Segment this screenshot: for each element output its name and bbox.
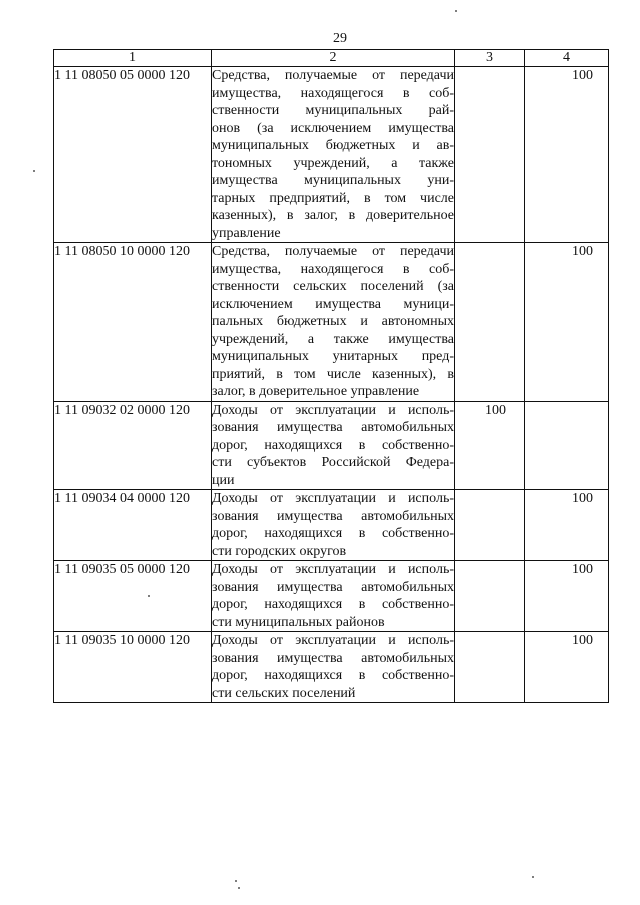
column-4-value-cell [525, 401, 609, 490]
description-line: Доходы от эксплуатации и исполь- [212, 633, 454, 648]
column-3-value: 100 [485, 402, 506, 418]
description-cell [212, 632, 455, 703]
description-cell [212, 401, 455, 490]
description-line: сти сельских поселений [212, 685, 356, 701]
column-4-value-cell [525, 632, 609, 703]
table-row [54, 243, 609, 402]
table-header-row [54, 50, 609, 67]
description-line: ственности сельских поселений (за [212, 279, 454, 294]
description-line: тарных предприятий, в том числе [212, 190, 454, 206]
description-line: зования имущества автомобильных [212, 508, 454, 524]
budget-code-cell: 1 11 09032 02 0000 120 [54, 401, 212, 490]
column-3-value-cell [455, 561, 525, 632]
description-line: ственности муниципальных рай- [212, 103, 454, 118]
description-cell [212, 561, 455, 632]
column-4-value-cell [525, 490, 609, 561]
budget-classification-table [53, 49, 609, 703]
column-4-value-cell [525, 67, 609, 243]
description-line: зования имущества автомобильных [212, 650, 454, 666]
description-line: приятий, в том числе казенных), в [212, 366, 454, 382]
description-line: муниципальных унитарных пред- [212, 349, 454, 364]
description-line: имущества, находящегося в соб- [212, 85, 454, 101]
description-line: пальных бюджетных и автономных [212, 314, 454, 329]
description-line: имущества, находящегося в соб- [212, 261, 454, 277]
column-3-value-cell [455, 67, 525, 243]
description-line: ции [212, 472, 235, 488]
description-line: имущества муниципальных уни- [212, 173, 454, 188]
budget-code-cell: 1 11 08050 10 0000 120 [54, 243, 212, 402]
budget-code-cell: 1 11 09035 10 0000 120 [54, 632, 212, 703]
description-line: муниципальных бюджетных и ав- [212, 138, 454, 153]
column-3-value-cell [455, 243, 525, 402]
budget-code-cell: 1 11 09035 05 0000 120 [54, 561, 212, 632]
description-line: учреждений, а также имущества [212, 331, 454, 347]
description-cell [212, 490, 455, 561]
description-line: зования имущества автомобильных [212, 420, 454, 435]
column-3-value-cell [455, 632, 525, 703]
table-body [54, 67, 609, 703]
column-header-4: 4 [525, 50, 609, 67]
scan-speck [33, 170, 35, 172]
description-cell [212, 67, 455, 243]
scan-speck [235, 880, 237, 882]
table-row [54, 561, 609, 632]
column-header-3: 3 [455, 50, 525, 67]
description-line: исключением имущества муници- [212, 296, 454, 312]
description-line: Средства, получаемые от передачи [212, 244, 454, 259]
column-4-value: 100 [572, 244, 593, 259]
description-line: дорог, находящихся в собственно- [212, 526, 454, 541]
column-header-2: 2 [212, 50, 455, 67]
description-line: залог, в доверительное управление [212, 384, 420, 399]
description-line: сти муниципальных районов [212, 614, 385, 630]
column-4-value: 100 [572, 562, 593, 577]
column-4-value-cell [525, 561, 609, 632]
description-line: сти городских округов [212, 543, 347, 559]
page-number: 29 [333, 31, 347, 46]
column-3-value-cell [455, 401, 525, 490]
scan-speck [148, 595, 150, 597]
description-cell [212, 243, 455, 402]
description-line: дорог, находящихся в собственно- [212, 597, 454, 612]
column-header-1: 1 [54, 50, 212, 67]
column-4-value: 100 [572, 491, 593, 506]
column-3-value-cell [455, 490, 525, 561]
table-row [54, 67, 609, 243]
budget-code-cell: 1 11 09034 04 0000 120 [54, 490, 212, 561]
description-line: Доходы от эксплуатации и исполь- [212, 562, 454, 577]
scan-speck [532, 876, 534, 878]
description-line: зования имущества автомобильных [212, 579, 454, 595]
scan-speck [238, 887, 240, 889]
budget-code-cell: 1 11 08050 05 0000 120 [54, 67, 212, 243]
description-line: сти субъектов Российской Федера- [212, 455, 454, 470]
description-line: онов (за исключением имущества [212, 120, 454, 136]
description-line: управление [212, 225, 281, 241]
column-4-value: 100 [572, 633, 593, 648]
scan-speck [455, 10, 457, 12]
description-line: дорог, находящихся в собственно- [212, 437, 454, 453]
column-4-value-cell [525, 243, 609, 402]
description-line: Доходы от эксплуатации и исполь- [212, 402, 454, 418]
description-line: Средства, получаемые от передачи [212, 68, 454, 83]
description-line: Доходы от эксплуатации и исполь- [212, 491, 454, 506]
description-line: дорог, находящихся в собственно- [212, 668, 454, 683]
table-row [54, 632, 609, 703]
table-row [54, 490, 609, 561]
column-4-value: 100 [572, 68, 593, 83]
table-row [54, 401, 609, 490]
description-line: тономных учреждений, а также [212, 155, 454, 171]
description-line: казенных), в залог, в доверительное [212, 208, 454, 223]
